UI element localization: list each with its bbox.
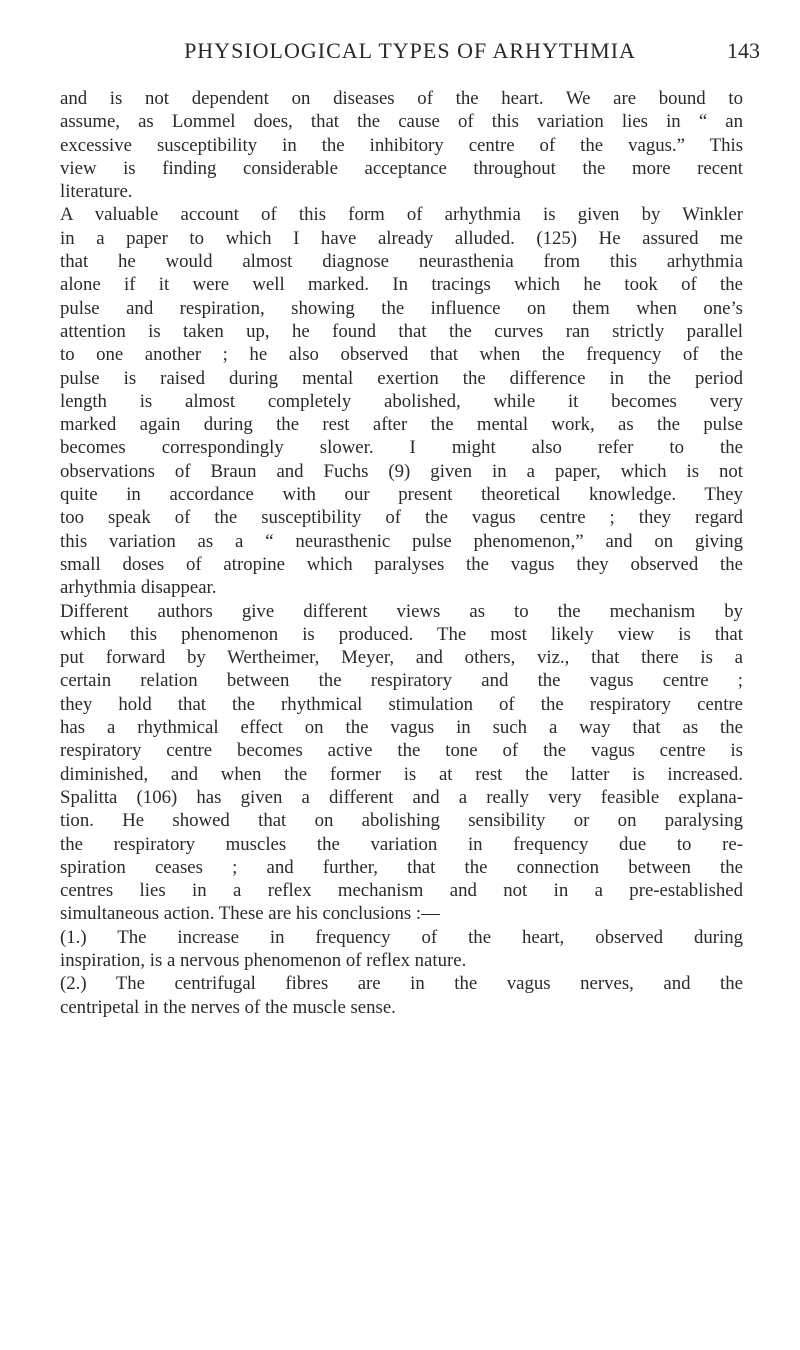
paragraph [60, 926, 743, 973]
text-line: too speak of the susceptibility of the vagus centre ; they regard [60, 507, 743, 529]
page-header [60, 32, 760, 66]
text-line: they hold that the rhythmical stimulation of the respiratory centre [60, 693, 743, 715]
text-line: literature. [60, 181, 133, 203]
text-line: centripetal in the nerves of the muscle sense. [60, 996, 396, 1018]
text-line: A valuable account of this form of arhythmia is given by Winkler [60, 204, 743, 226]
text-line: put forward by Wertheimer, Meyer, and others, viz., that there is a [60, 647, 743, 669]
paragraph [60, 600, 743, 926]
text-line: Different authors give different views as to the mechanism by [60, 600, 743, 622]
text-line: spiration ceases ; and further, that the connection between the [60, 856, 743, 878]
text-line: (1.) The increase in frequency of the heart, observed during [60, 926, 743, 948]
text-line: which this phenomenon is produced. The most likely view is that [60, 623, 743, 645]
text-line: this variation as a “ neurasthenic pulse phenomenon,” and on giving [60, 530, 743, 552]
text-line: length is almost completely abolished, while it becomes very [60, 390, 743, 412]
page-number: 143 [727, 38, 760, 63]
text-line: diminished, and when the former is at rest the latter is increased. [60, 763, 743, 785]
text-line: observations of Braun and Fuchs (9) given in a paper, which is not [60, 460, 743, 482]
text-line: the respiratory muscles the variation in frequency due to re- [60, 833, 743, 855]
text-line: tion. He showed that on abolishing sensibility or on paralysing [60, 810, 743, 832]
text-line: centres lies in a reflex mechanism and not in a pre-established [60, 880, 743, 902]
text-line: Spalitta (106) has given a different and a really very feasible explana- [60, 786, 743, 808]
text-line: that he would almost diagnose neurasthenia from this arhythmia [60, 251, 743, 273]
text-line: becomes correspondingly slower. I might also refer to the [60, 437, 743, 459]
text-line: attention is taken up, he found that the curves ran strictly parallel [60, 320, 743, 342]
text-line: alone if it were well marked. In tracings which he took of the [60, 274, 743, 296]
text-line: respiratory centre becomes active the tone of the vagus centre is [60, 740, 743, 762]
text-line: quite in accordance with our present theoretical knowledge. They [60, 484, 743, 506]
text-line: has a rhythmical effect on the vagus in such a way that as the [60, 717, 743, 739]
paragraph [60, 87, 743, 203]
paragraph [60, 203, 743, 599]
text-line: arhythmia disappear. [60, 577, 217, 599]
text-line: assume, as Lommel does, that the cause of this variation lies in “ an [60, 111, 743, 133]
text-line: marked again during the rest after the mental work, as the pulse [60, 414, 743, 436]
paragraph [60, 972, 743, 1019]
text-line: excessive susceptibility in the inhibitory centre of the vagus.” This [60, 134, 743, 156]
text-line: simultaneous action. These are his conclusions :— [60, 903, 440, 925]
running-title: PHYSIOLOGICAL TYPES OF ARHYTHMIA [184, 38, 636, 63]
text-line: pulse is raised during mental exertion the difference in the period [60, 367, 743, 389]
text-line: in a paper to which I have already alluded. (125) He assured me [60, 227, 743, 249]
text-line: to one another ; he also observed that when the frequency of the [60, 344, 743, 366]
text-line: small doses of atropine which paralyses the vagus they observed the [60, 553, 743, 575]
text-line: view is finding considerable acceptance throughout the more recent [60, 157, 743, 179]
text-line: and is not dependent on diseases of the heart. We are bound to [60, 88, 743, 109]
text-line: inspiration, is a nervous phenomenon of reflex nature. [60, 949, 467, 971]
body-text [60, 87, 743, 1019]
text-line: (2.) The centrifugal fibres are in the vagus nerves, and the [60, 973, 743, 995]
text-line: pulse and respiration, showing the influence on them when one’s [60, 297, 743, 319]
text-line: certain relation between the respiratory and the vagus centre ; [60, 670, 743, 692]
